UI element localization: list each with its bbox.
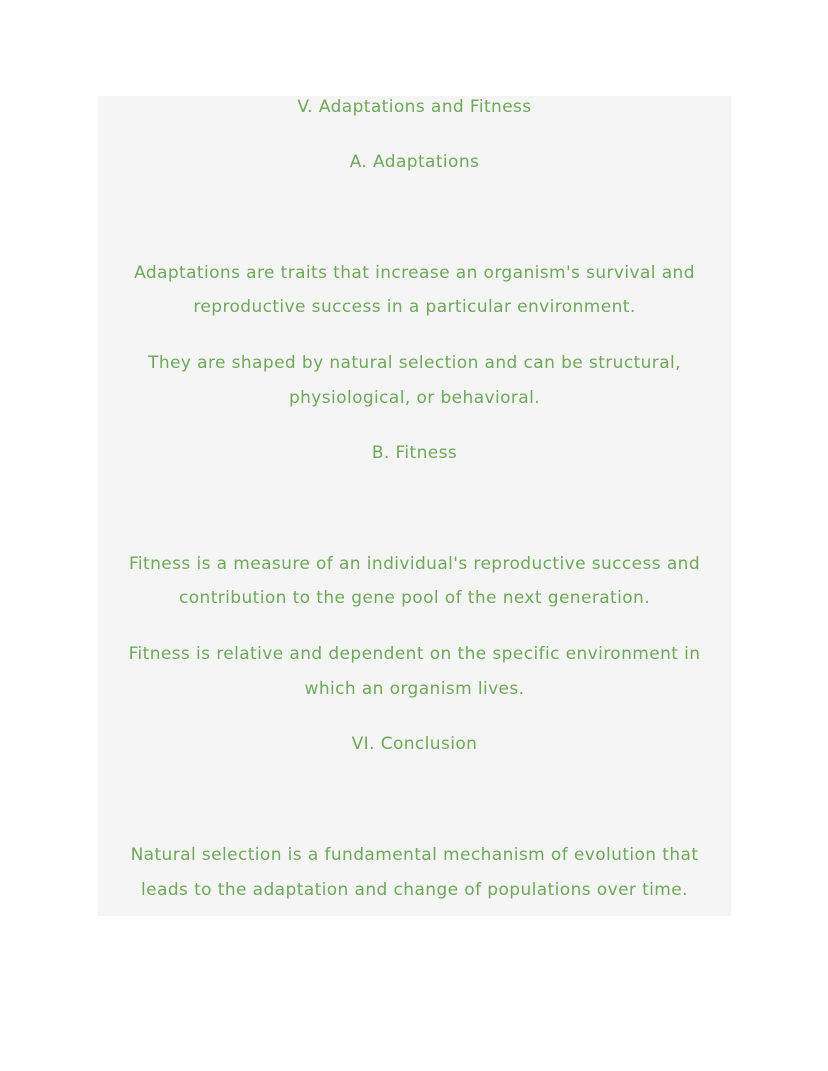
document-panel (98, 96, 731, 916)
conclusion-heading: VI. Conclusion (351, 734, 478, 754)
adaptations-paragraph-2-line-1: They are shaped by natural selection and can be structural, (148, 353, 681, 373)
conclusion-paragraph-line-1: Natural selection is a fundamental mechanism of evolution that (130, 845, 699, 865)
fitness-paragraph-2-line-2: which an organism lives. (304, 679, 525, 699)
adaptations-paragraph-2-line-2: physiological, or behavioral. (288, 388, 541, 408)
section-heading: V. Adaptations and Fitness (297, 97, 532, 117)
conclusion-paragraph-line-2: leads to the adaptation and change of populations over time. (141, 880, 688, 900)
adaptations-paragraph-1-line-1: Adaptations are traits that increase an organism's survival and (134, 263, 695, 283)
fitness-paragraph-2-line-1: Fitness is relative and dependent on the specific environment in (128, 644, 701, 664)
subsection-b-heading: B. Fitness (371, 443, 458, 463)
fitness-paragraph-1-line-1: Fitness is a measure of an individual's reproductive success and (128, 554, 701, 574)
adaptations-paragraph-1-line-2: reproductive success in a particular environment. (193, 297, 636, 317)
subsection-a-heading: A. Adaptations (349, 152, 480, 172)
fitness-paragraph-1-line-2: contribution to the gene pool of the next generation. (178, 588, 651, 608)
